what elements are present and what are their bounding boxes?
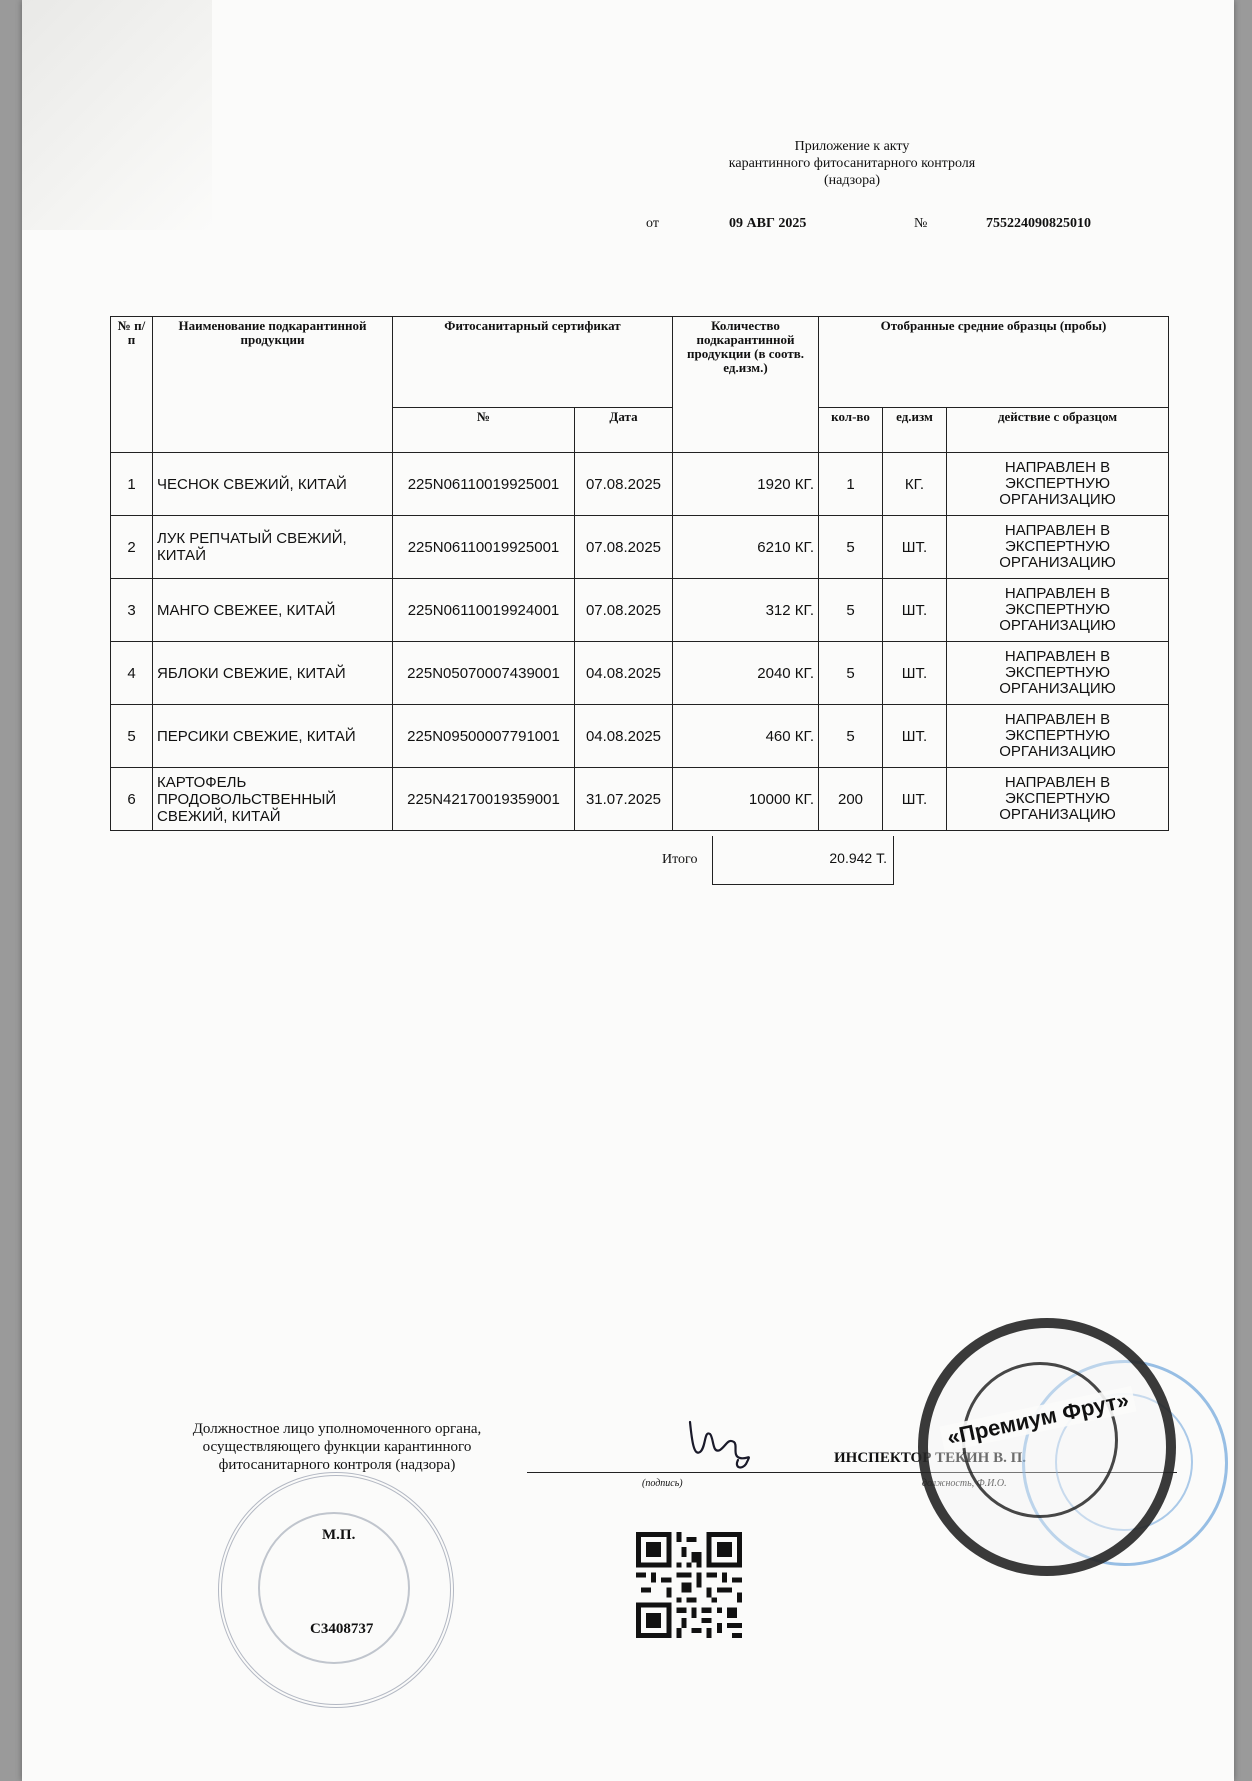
table-row (111, 705, 1169, 768)
header-cert: Фитосанитарный сертификат (393, 317, 673, 408)
header-sample-action: действие с образцом (947, 408, 1169, 453)
header-cert-no: № (393, 408, 575, 453)
row-cert-no: 225N06110019925001 (393, 453, 575, 516)
header-qty: Количество подкарантинной продукции (в соотв. ед.изм.) (673, 317, 819, 453)
row-unit: ШТ. (883, 516, 947, 579)
row-cert-date: 31.07.2025 (575, 768, 673, 831)
row-action: НАПРАВЛЕН В ЭКСПЕРТНУЮ ОРГАНИЗАЦИЮ (947, 642, 1169, 705)
row-action: НАПРАВЛЕН В ЭКСПЕРТНУЮ ОРГАНИЗАЦИЮ (947, 516, 1169, 579)
table-row (111, 768, 1169, 831)
table-row (111, 516, 1169, 579)
row-name: ЯБЛОКИ СВЕЖИЕ, КИТАЙ (153, 642, 393, 705)
signature-scribble-icon (682, 1412, 762, 1472)
row-action: НАПРАВЛЕН В ЭКСПЕРТНУЮ ОРГАНИЗАЦИЮ (947, 768, 1169, 831)
row-cert-no: 225N42170019359001 (393, 768, 575, 831)
form-serial-number: С3408737 (310, 1621, 374, 1637)
header-name: Наименование подкарантинной продукции (153, 317, 393, 453)
row-count: 5 (819, 516, 883, 579)
row-cert-no: 225N06110019924001 (393, 579, 575, 642)
row-unit: ШТ. (883, 768, 947, 831)
row-cert-no: 225N09500007791001 (393, 705, 575, 768)
appendix-line-1: Приложение к акту (794, 139, 910, 154)
row-count: 5 (819, 642, 883, 705)
row-unit: ШТ. (883, 579, 947, 642)
row-action: НАПРАВЛЕН В ЭКСПЕРТНУЮ ОРГАНИЗАЦИЮ (947, 453, 1169, 516)
row-cert-date: 07.08.2025 (575, 516, 673, 579)
row-cert-date: 07.08.2025 (575, 453, 673, 516)
total-value: 20.942 Т. (829, 850, 887, 866)
total-label: Итого (662, 852, 698, 867)
row-qty: 312 КГ. (673, 579, 819, 642)
row-qty: 2040 КГ. (673, 642, 819, 705)
company-stamp-brand: «Премиум Фрут» (939, 1386, 1136, 1452)
row-num: 6 (111, 768, 153, 831)
header-samples: Отобранные средние образцы (пробы) (819, 317, 1169, 408)
qr-code-icon (636, 1532, 742, 1638)
header-cert-date: Дата (575, 408, 673, 453)
row-cert-date: 04.08.2025 (575, 705, 673, 768)
stamp-place-label: М.П. (322, 1527, 356, 1543)
act-date: 09 АВГ 2025 (729, 216, 807, 231)
row-num: 3 (111, 579, 153, 642)
official-title: Должностное лицо уполномоченного органа, осуществляющего функции карантинного фитосанитарного контроля (надзора) (192, 1421, 482, 1473)
document-page (22, 0, 1234, 1781)
row-num: 2 (111, 516, 153, 579)
position-caption: должность, Ф.И.О. (922, 1478, 1007, 1489)
inspector-name: ИНСПЕКТОР ТЕКИН В. П. (834, 1450, 1026, 1466)
row-count: 200 (819, 768, 883, 831)
appendix-line-2: карантинного фитосанитарного контроля (728, 156, 976, 171)
header-num: № п/п (111, 317, 153, 453)
row-cert-date: 04.08.2025 (575, 642, 673, 705)
header-sample-unit: ед.изм (883, 408, 947, 453)
row-unit: КГ. (883, 453, 947, 516)
act-from-label: от (646, 216, 659, 231)
row-count: 5 (819, 579, 883, 642)
row-cert-date: 07.08.2025 (575, 579, 673, 642)
table-row (111, 453, 1169, 516)
row-cert-no: 225N06110019925001 (393, 516, 575, 579)
table-row (111, 642, 1169, 705)
row-qty: 1920 КГ. (673, 453, 819, 516)
appendix-header (722, 138, 982, 189)
company-stamp (918, 1318, 1176, 1576)
row-qty: 6210 КГ. (673, 516, 819, 579)
row-unit: ШТ. (883, 642, 947, 705)
act-number-label: № (914, 216, 928, 231)
table-row (111, 579, 1169, 642)
paper-fold (22, 0, 212, 230)
row-count: 1 (819, 453, 883, 516)
header-sample-count: кол-во (819, 408, 883, 453)
row-num: 4 (111, 642, 153, 705)
products-table (110, 316, 1169, 831)
row-action: НАПРАВЛЕН В ЭКСПЕРТНУЮ ОРГАНИЗАЦИЮ (947, 579, 1169, 642)
row-name: ЧЕСНОК СВЕЖИЙ, КИТАЙ (153, 453, 393, 516)
row-unit: ШТ. (883, 705, 947, 768)
row-qty: 460 КГ. (673, 705, 819, 768)
row-name: ЛУК РЕПЧАТЫЙ СВЕЖИЙ, КИТАЙ (153, 516, 393, 579)
appendix-line-3: (надзора) (824, 173, 880, 188)
row-action: НАПРАВЛЕН В ЭКСПЕРТНУЮ ОРГАНИЗАЦИЮ (947, 705, 1169, 768)
signature-caption: (подпись) (642, 1478, 683, 1489)
row-name: МАНГО СВЕЖЕЕ, КИТАЙ (153, 579, 393, 642)
row-num: 1 (111, 453, 153, 516)
act-number: 755224090825010 (986, 216, 1091, 231)
official-stamp (218, 1472, 454, 1708)
row-qty: 10000 КГ. (673, 768, 819, 831)
total-box (712, 836, 894, 885)
row-count: 5 (819, 705, 883, 768)
row-num: 5 (111, 705, 153, 768)
row-name: КАРТОФЕЛЬ ПРОДОВОЛЬСТВЕННЫЙ СВЕЖИЙ, КИТАЙ (153, 768, 393, 831)
row-cert-no: 225N05070007439001 (393, 642, 575, 705)
row-name: ПЕРСИКИ СВЕЖИЕ, КИТАЙ (153, 705, 393, 768)
